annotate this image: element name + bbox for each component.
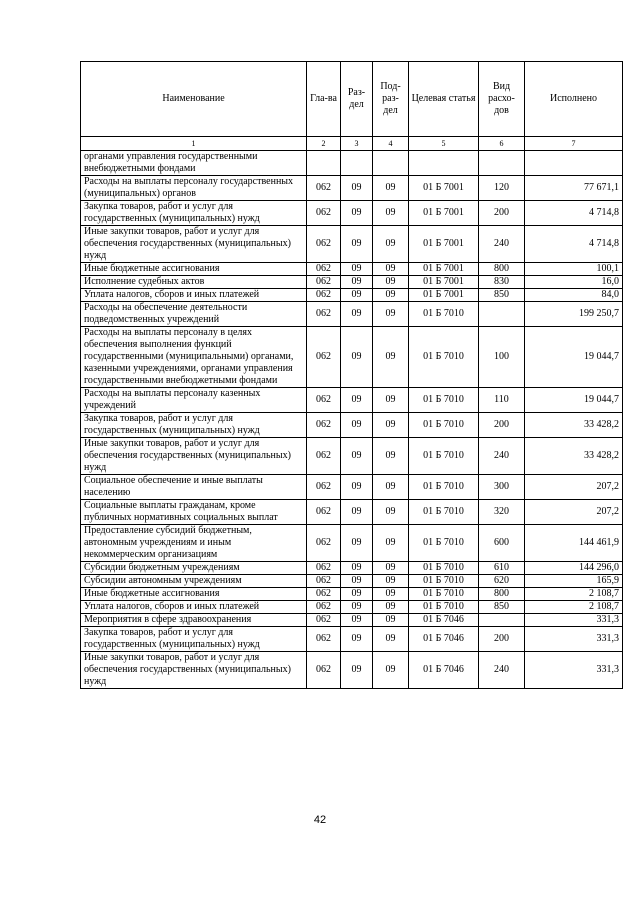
cell-amount: 199 250,7 — [525, 302, 623, 327]
cell-name: Иные закупки товаров, работ и услуг для обеспечения государственных (муниципальных) нужд — [81, 438, 307, 475]
cell-podrazdel: 09 — [373, 575, 409, 588]
cell-target: 01 Б 7010 — [409, 575, 479, 588]
cell-podrazdel: 09 — [373, 388, 409, 413]
page-number: 42 — [313, 814, 327, 826]
cell-vid — [479, 151, 525, 176]
cell-razdel: 09 — [341, 525, 373, 562]
cell-glava: 062 — [307, 413, 341, 438]
cell-target: 01 Б 7001 — [409, 176, 479, 201]
table-row — [81, 614, 623, 627]
header-podrazdel: Под-раз-дел — [373, 62, 409, 137]
cell-vid: 240 — [479, 438, 525, 475]
column-number: 3 — [341, 137, 373, 151]
cell-target: 01 Б 7010 — [409, 525, 479, 562]
cell-amount: 84,0 — [525, 289, 623, 302]
cell-amount: 331,3 — [525, 614, 623, 627]
cell-amount: 207,2 — [525, 500, 623, 525]
cell-razdel: 09 — [341, 289, 373, 302]
cell-name: Закупка товаров, работ и услуг для государственных (муниципальных) нужд — [81, 627, 307, 652]
cell-vid: 800 — [479, 263, 525, 276]
cell-razdel: 09 — [341, 276, 373, 289]
cell-glava: 062 — [307, 652, 341, 689]
table-row — [81, 588, 623, 601]
cell-podrazdel: 09 — [373, 627, 409, 652]
cell-target: 01 Б 7001 — [409, 289, 479, 302]
cell-name: органами управления государственными внебюджетными фондами — [81, 151, 307, 176]
table-row — [81, 562, 623, 575]
cell-razdel: 09 — [341, 226, 373, 263]
cell-target: 01 Б 7046 — [409, 652, 479, 689]
cell-target: 01 Б 7046 — [409, 627, 479, 652]
cell-razdel — [341, 151, 373, 176]
cell-vid: 240 — [479, 226, 525, 263]
cell-podrazdel: 09 — [373, 327, 409, 388]
cell-vid: 240 — [479, 652, 525, 689]
cell-target: 01 Б 7046 — [409, 614, 479, 627]
cell-target: 01 Б 7010 — [409, 601, 479, 614]
column-number: 5 — [409, 137, 479, 151]
cell-vid — [479, 614, 525, 627]
cell-glava: 062 — [307, 302, 341, 327]
cell-amount: 2 108,7 — [525, 601, 623, 614]
table-body — [81, 151, 623, 689]
cell-razdel: 09 — [341, 652, 373, 689]
cell-vid: 800 — [479, 588, 525, 601]
cell-vid: 320 — [479, 500, 525, 525]
cell-podrazdel: 09 — [373, 562, 409, 575]
cell-target: 01 Б 7010 — [409, 438, 479, 475]
cell-target: 01 Б 7010 — [409, 562, 479, 575]
header-razdel: Раз-дел — [341, 62, 373, 137]
cell-glava: 062 — [307, 201, 341, 226]
cell-razdel: 09 — [341, 475, 373, 500]
cell-amount — [525, 151, 623, 176]
cell-target — [409, 151, 479, 176]
cell-podrazdel: 09 — [373, 201, 409, 226]
cell-name: Закупка товаров, работ и услуг для государственных (муниципальных) нужд — [81, 413, 307, 438]
table-row — [81, 226, 623, 263]
cell-podrazdel: 09 — [373, 176, 409, 201]
cell-amount: 16,0 — [525, 276, 623, 289]
cell-glava: 062 — [307, 276, 341, 289]
table-row — [81, 652, 623, 689]
cell-amount: 331,3 — [525, 627, 623, 652]
table-row — [81, 388, 623, 413]
cell-glava: 062 — [307, 263, 341, 276]
cell-vid: 200 — [479, 413, 525, 438]
table-row — [81, 438, 623, 475]
cell-target: 01 Б 7001 — [409, 276, 479, 289]
table-row — [81, 575, 623, 588]
cell-target: 01 Б 7010 — [409, 302, 479, 327]
cell-glava: 062 — [307, 575, 341, 588]
cell-glava: 062 — [307, 614, 341, 627]
cell-razdel: 09 — [341, 500, 373, 525]
cell-razdel: 09 — [341, 302, 373, 327]
cell-podrazdel: 09 — [373, 302, 409, 327]
cell-target: 01 Б 7010 — [409, 327, 479, 388]
cell-glava: 062 — [307, 588, 341, 601]
cell-podrazdel: 09 — [373, 588, 409, 601]
table-row — [81, 302, 623, 327]
cell-target: 01 Б 7010 — [409, 588, 479, 601]
cell-name: Расходы на обеспечение деятельности подведомственных учреждений — [81, 302, 307, 327]
header-glava: Гла-ва — [307, 62, 341, 137]
cell-glava: 062 — [307, 627, 341, 652]
cell-amount: 144 296,0 — [525, 562, 623, 575]
cell-podrazdel: 09 — [373, 601, 409, 614]
cell-podrazdel: 09 — [373, 475, 409, 500]
cell-target: 01 Б 7010 — [409, 475, 479, 500]
cell-amount: 331,3 — [525, 652, 623, 689]
table-header-row — [81, 62, 623, 137]
table-row — [81, 327, 623, 388]
cell-amount: 100,1 — [525, 263, 623, 276]
cell-name: Расходы на выплаты персоналу в целях обеспечения выполнения функций государственными (муниципальными) органами, казенными учреждениями, органами управления государственными внебюджетными фондами — [81, 327, 307, 388]
cell-vid: 200 — [479, 627, 525, 652]
table-row — [81, 525, 623, 562]
cell-glava: 062 — [307, 562, 341, 575]
cell-name: Закупка товаров, работ и услуг для государственных (муниципальных) нужд — [81, 201, 307, 226]
column-number: 2 — [307, 137, 341, 151]
cell-razdel: 09 — [341, 201, 373, 226]
cell-glava: 062 — [307, 525, 341, 562]
cell-name: Мероприятия в сфере здравоохранения — [81, 614, 307, 627]
cell-name: Субсидии автономным учреждениям — [81, 575, 307, 588]
cell-vid: 610 — [479, 562, 525, 575]
cell-amount: 19 044,7 — [525, 388, 623, 413]
table-row — [81, 151, 623, 176]
cell-glava: 062 — [307, 289, 341, 302]
cell-glava: 062 — [307, 475, 341, 500]
cell-amount: 19 044,7 — [525, 327, 623, 388]
cell-podrazdel: 09 — [373, 263, 409, 276]
cell-vid: 850 — [479, 289, 525, 302]
cell-target: 01 Б 7010 — [409, 388, 479, 413]
cell-razdel: 09 — [341, 627, 373, 652]
column-number: 6 — [479, 137, 525, 151]
cell-name: Уплата налогов, сборов и иных платежей — [81, 289, 307, 302]
table-row — [81, 176, 623, 201]
cell-podrazdel: 09 — [373, 614, 409, 627]
cell-podrazdel: 09 — [373, 413, 409, 438]
cell-amount: 33 428,2 — [525, 438, 623, 475]
cell-glava: 062 — [307, 327, 341, 388]
cell-glava: 062 — [307, 601, 341, 614]
cell-name: Иные закупки товаров, работ и услуг для обеспечения государственных (муниципальных) нужд — [81, 226, 307, 263]
cell-name: Исполнение судебных актов — [81, 276, 307, 289]
cell-vid — [479, 302, 525, 327]
cell-name: Иные бюджетные ассигнования — [81, 588, 307, 601]
cell-amount: 77 671,1 — [525, 176, 623, 201]
cell-vid: 200 — [479, 201, 525, 226]
cell-name: Иные закупки товаров, работ и услуг для обеспечения государственных (муниципальных) нужд — [81, 652, 307, 689]
cell-razdel: 09 — [341, 413, 373, 438]
cell-razdel: 09 — [341, 614, 373, 627]
header-target: Целевая статья — [409, 62, 479, 137]
cell-razdel: 09 — [341, 327, 373, 388]
column-number: 7 — [525, 137, 623, 151]
cell-amount: 207,2 — [525, 475, 623, 500]
cell-name: Социальные выплаты гражданам, кроме публичных нормативных социальных выплат — [81, 500, 307, 525]
table-row — [81, 475, 623, 500]
cell-name: Иные бюджетные ассигнования — [81, 263, 307, 276]
table-row — [81, 413, 623, 438]
cell-podrazdel: 09 — [373, 652, 409, 689]
cell-podrazdel: 09 — [373, 525, 409, 562]
cell-glava: 062 — [307, 226, 341, 263]
cell-podrazdel: 09 — [373, 226, 409, 263]
cell-amount: 2 108,7 — [525, 588, 623, 601]
cell-amount: 33 428,2 — [525, 413, 623, 438]
table-row — [81, 627, 623, 652]
cell-vid: 300 — [479, 475, 525, 500]
cell-razdel: 09 — [341, 438, 373, 475]
cell-target: 01 Б 7010 — [409, 500, 479, 525]
cell-glava: 062 — [307, 176, 341, 201]
cell-name: Предоставление субсидий бюджетным, автономным учреждениям и иным некоммерческим организациям — [81, 525, 307, 562]
column-number: 1 — [81, 137, 307, 151]
cell-name: Расходы на выплаты персоналу государственных (муниципальных) органов — [81, 176, 307, 201]
cell-razdel: 09 — [341, 562, 373, 575]
cell-podrazdel: 09 — [373, 276, 409, 289]
table-row — [81, 263, 623, 276]
cell-glava — [307, 151, 341, 176]
cell-amount: 144 461,9 — [525, 525, 623, 562]
cell-glava: 062 — [307, 388, 341, 413]
table-row — [81, 601, 623, 614]
cell-vid: 830 — [479, 276, 525, 289]
cell-vid: 100 — [479, 327, 525, 388]
cell-vid: 110 — [479, 388, 525, 413]
column-number: 4 — [373, 137, 409, 151]
cell-name: Социальное обеспечение и иные выплаты населению — [81, 475, 307, 500]
table-row — [81, 201, 623, 226]
table-row — [81, 276, 623, 289]
column-number-row — [81, 137, 623, 151]
header-executed: Исполнено — [525, 62, 623, 137]
table-row — [81, 500, 623, 525]
table-row — [81, 289, 623, 302]
budget-table — [80, 61, 623, 689]
cell-amount: 165,9 — [525, 575, 623, 588]
cell-target: 01 Б 7001 — [409, 263, 479, 276]
cell-vid: 120 — [479, 176, 525, 201]
cell-name: Уплата налогов, сборов и иных платежей — [81, 601, 307, 614]
cell-podrazdel: 09 — [373, 438, 409, 475]
cell-vid: 600 — [479, 525, 525, 562]
cell-vid: 850 — [479, 601, 525, 614]
cell-podrazdel: 09 — [373, 289, 409, 302]
cell-amount: 4 714,8 — [525, 226, 623, 263]
cell-podrazdel — [373, 151, 409, 176]
cell-razdel: 09 — [341, 388, 373, 413]
cell-name: Субсидии бюджетным учреждениям — [81, 562, 307, 575]
cell-razdel: 09 — [341, 176, 373, 201]
cell-podrazdel: 09 — [373, 500, 409, 525]
cell-amount: 4 714,8 — [525, 201, 623, 226]
cell-razdel: 09 — [341, 575, 373, 588]
header-name: Наименование — [81, 62, 307, 137]
cell-target: 01 Б 7001 — [409, 201, 479, 226]
cell-target: 01 Б 7001 — [409, 226, 479, 263]
cell-razdel: 09 — [341, 601, 373, 614]
cell-name: Расходы на выплаты персоналу казенных учреждений — [81, 388, 307, 413]
cell-glava: 062 — [307, 500, 341, 525]
cell-razdel: 09 — [341, 263, 373, 276]
cell-razdel: 09 — [341, 588, 373, 601]
cell-target: 01 Б 7010 — [409, 413, 479, 438]
header-vid: Вид расхо-дов — [479, 62, 525, 137]
cell-vid: 620 — [479, 575, 525, 588]
cell-glava: 062 — [307, 438, 341, 475]
